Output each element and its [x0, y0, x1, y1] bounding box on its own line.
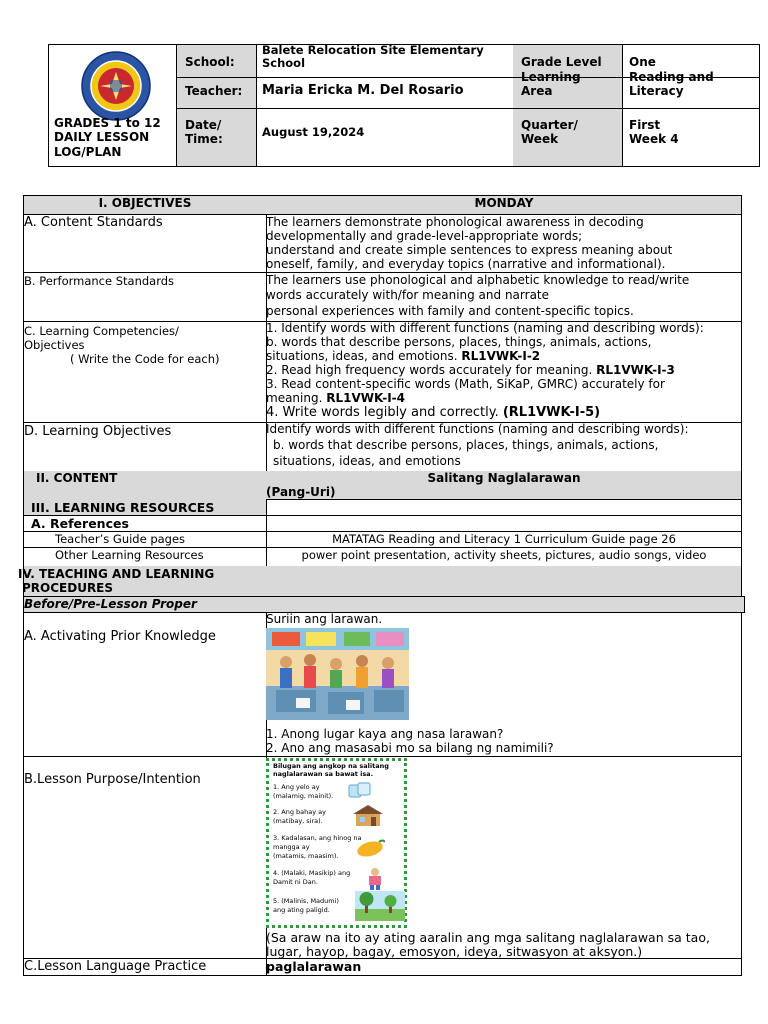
purpose-label: B.Lesson Purpose/Intention: [24, 772, 201, 787]
learning-area-value-line2: Literacy: [629, 84, 684, 98]
content-standards-line1: The learners demonstrate phonological awareness in decoding: [266, 215, 644, 229]
worksheet-item-3a: 3. Kadalasan, ang hinog na: [273, 834, 362, 842]
other-resources-label: Other Learning Resources: [55, 548, 204, 562]
practice-value: paglalarawan: [266, 959, 362, 974]
market-picture: [266, 628, 409, 720]
competency-1c: [266, 349, 540, 364]
practice-label: C.Lesson Language Practice: [24, 959, 207, 974]
activating-intro: Suriin ang larawan.: [266, 612, 383, 626]
content-value-line1: Salitang Naglalarawan: [427, 471, 581, 485]
competencies-label-line1: C. Learning Competencies/: [24, 324, 179, 338]
competency-1-code: RL1VWK-I-2: [461, 349, 541, 363]
tg-value: MATATAG Reading and Literacy 1 Curriculum Guide page 26: [332, 532, 676, 546]
tg-label: Teacher’s Guide pages: [55, 532, 186, 546]
deped-seal-logo: [80, 50, 152, 122]
day-header: MONDAY: [474, 196, 534, 210]
worksheet-image: [266, 758, 407, 928]
competency-4-text: 4. Write words legibly and correctly.: [266, 405, 503, 420]
competency-4: [266, 405, 600, 420]
worksheet-item-1a: 1. Ang yelo ay: [273, 783, 320, 791]
worksheet-title-2: naglalarawan sa bawat isa.: [273, 770, 374, 778]
resources-label: III. LEARNING RESOURCES: [31, 500, 215, 515]
objectives-header: I. OBJECTIVES: [98, 196, 192, 210]
quarter-label-line2: Week: [521, 132, 559, 146]
references-value-cell: [266, 515, 742, 532]
park-icon: [355, 891, 405, 921]
school-label: School:: [185, 55, 235, 69]
resources-value-cell: [266, 499, 742, 516]
content-standards-line3: understand and create simple sentences to express meaning about: [266, 243, 673, 257]
learning-area-value-line1: Reading and: [629, 70, 714, 84]
competency-1b: b. words that describe persons, places, things, animals, actions,: [266, 335, 652, 349]
child-icon: [363, 867, 387, 891]
performance-standards-line1: The learners use phonological and alphabetic knowledge to read/write: [266, 273, 690, 287]
content-value-line2: (Pang-Uri): [266, 485, 336, 499]
ice-cube-icon: [347, 781, 373, 801]
procedures-label-line1: IV. TEACHING AND LEARNING: [18, 567, 215, 581]
competency-3-code: RL1VWK-I-4: [326, 391, 406, 405]
teacher-value: Maria Ericka M. Del Rosario: [262, 83, 464, 98]
activating-question-1: 1. Anong lugar kaya ang nasa larawan?: [266, 727, 504, 741]
other-resources-value: power point presentation, activity sheets, pictures, audio songs, video: [301, 548, 707, 562]
learning-objectives-line2: b. words that describe persons, places, things, animals, actions,: [273, 438, 659, 452]
procedures-label-line2: PROCEDURES: [22, 581, 114, 595]
worksheet-title-1: Bilugan ang angkop na salitang: [273, 762, 389, 770]
date-value: August 19,2024: [262, 125, 365, 139]
grade-level-label: Grade Level: [521, 55, 602, 69]
learning-objectives-line1: Identify words with different functions (naming and describing words):: [266, 422, 689, 436]
quarter-label-line1: Quarter/: [521, 118, 578, 132]
worksheet-item-1b: (malamig, mainit).: [273, 792, 334, 800]
learning-objectives-line3: situations, ideas, and emotions: [273, 454, 461, 468]
worksheet-item-2b: (matibay, sira).: [273, 817, 323, 825]
grades-title-line1: GRADES 1 to 12: [54, 116, 161, 130]
school-value-line1: Balete Relocation Site Elementary: [262, 43, 484, 57]
worksheet-item-5a: 5. (Malinis, Madumi): [273, 897, 339, 905]
activating-question-2: 2. Ano ang masasabi mo sa bilang ng namimili?: [266, 741, 554, 755]
worksheet-item-2a: 2. Ang bahay ay: [273, 808, 326, 816]
date-label-line2: Time:: [185, 132, 223, 146]
competency-3b-text: meaning.: [266, 391, 327, 405]
worksheet-item-5b: ang ating paligid.: [273, 906, 330, 914]
learning-area-label-line1: Learning: [521, 70, 581, 84]
worksheet-item-3c: (matamis, maasim).: [273, 852, 339, 860]
competency-1a: 1. Identify words with different functions (naming and describing words):: [266, 321, 704, 335]
grades-title-line3: LOG/PLAN: [54, 145, 122, 159]
quarter-value-line2: Week 4: [629, 132, 679, 146]
content-standards-line4: oneself, family, and everyday topics (narrative and informational).: [266, 257, 666, 271]
competency-3b: [266, 391, 405, 406]
performance-standards-line3: personal experiences with family and content-specific topics.: [266, 304, 634, 318]
competency-2-code: RL1VWK-I-3: [596, 363, 675, 377]
worksheet-item-4b: Damit ni Dan.: [273, 878, 318, 886]
content-standards-label: A. Content Standards: [24, 215, 163, 230]
mango-icon: [355, 839, 385, 857]
competency-3a: 3. Read content-specific words (Math, SiKaP, GMRC) accurately for: [266, 377, 665, 391]
worksheet-item-4a: 4. (Malaki, Masikip) ang: [273, 869, 351, 877]
purpose-text-line1: (Sa araw na ito ay ating aaralin ang mga salitang naglalarawan sa tao,: [266, 930, 710, 945]
references-label: A. References: [31, 516, 129, 531]
school-value-line2: School: [262, 56, 306, 70]
purpose-text-line2: lugar, hayop, bagay, emosyon, ideya, sitwasyon at aksyon.): [266, 944, 643, 959]
grades-title-line2: DAILY LESSON: [54, 130, 150, 144]
quarter-value-line1: First: [629, 118, 661, 132]
before-lesson-label: Before/Pre-Lesson Proper: [24, 597, 197, 611]
competency-2: [266, 363, 675, 378]
house-icon: [351, 803, 385, 827]
content-label: II. CONTENT: [36, 471, 118, 485]
worksheet-item-3b: mangga ay: [273, 843, 310, 851]
competencies-label-line3: ( Write the Code for each): [70, 352, 220, 366]
learning-area-label-line2: Area: [521, 84, 553, 98]
performance-standards-label: B. Performance Standards: [24, 274, 175, 288]
competency-2-text: 2. Read high frequency words accurately for meaning.: [266, 363, 597, 377]
learning-objectives-label: D. Learning Objectives: [24, 424, 172, 439]
date-label-line1: Date/: [185, 118, 222, 132]
procedures-value-cell: [266, 566, 742, 597]
grade-level-value: One: [629, 55, 656, 69]
teacher-label: Teacher:: [185, 84, 243, 98]
performance-standards-line2: words accurately with/for meaning and narrate: [266, 288, 550, 302]
competencies-label-line2: Objectives: [24, 338, 85, 352]
competency-1c-text: situations, ideas, and emotions.: [266, 349, 462, 363]
competency-4-code: (RL1VWK-I-5): [502, 405, 601, 420]
activating-label: A. Activating Prior Knowledge: [24, 629, 216, 644]
content-standards-line2: developmentally and grade-level-appropriate words;: [266, 229, 583, 243]
